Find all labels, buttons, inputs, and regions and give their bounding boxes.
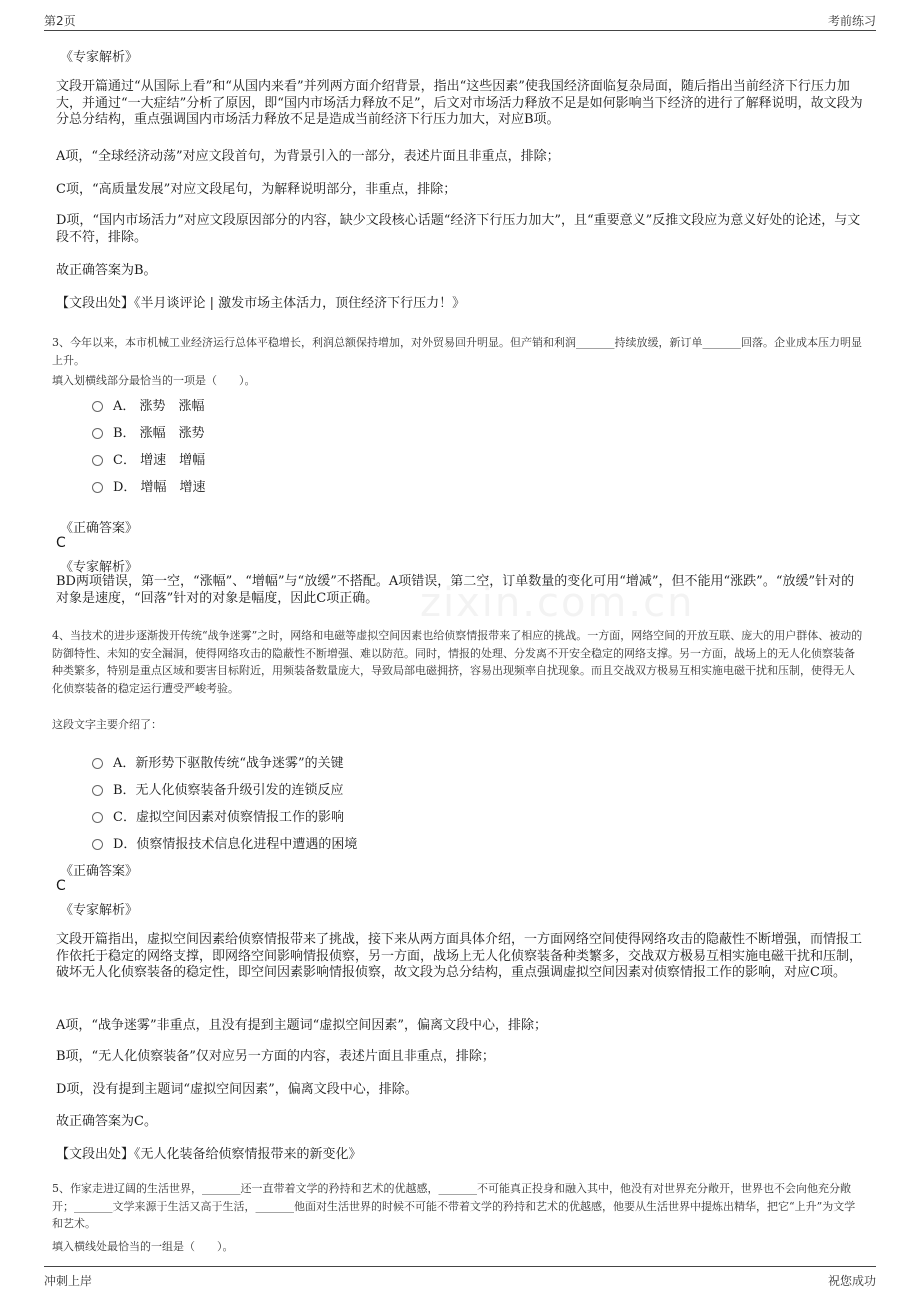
q4-source: 【文段出处】《无人化装备给侦察情报带来的新变化》 (56, 1147, 362, 1162)
option-label: A． 涨势 涨幅 (113, 399, 205, 414)
q4-analysis-title: 《专家解析》 (60, 903, 139, 918)
footer-left-text: 冲刺上岸 (44, 1274, 93, 1288)
q4-prompt: 这段文字主要介绍了： (52, 718, 162, 731)
radio-icon[interactable] (92, 455, 103, 466)
q2-analysis-title: 《专家解析》 (60, 50, 139, 65)
q4-option-c[interactable] (92, 806, 344, 824)
q2-analysis-option-a: A项，“全球经济动荡”对应文段首句，为背景引入的一部分，表述片面且非重点，排除； (56, 149, 560, 164)
q4-analysis-option-b: B项，“无人化侦察装备”仅对应另一方面的内容，表述片面且非重点，排除； (56, 1049, 495, 1064)
q4-answer: C (56, 878, 66, 894)
q4-analysis-option-d: D项，没有提到主题词“虚拟空间因素”，偏离文段中心，排除。 (56, 1082, 418, 1097)
watermark: zixin.com.cn (420, 580, 695, 626)
radio-icon[interactable] (92, 428, 103, 439)
q3-answer: C (56, 535, 66, 551)
option-label: D． 增幅 增速 (113, 480, 206, 495)
q4-conclusion: 故正确答案为C。 (56, 1114, 157, 1129)
q3-analysis-title: 《专家解析》 (60, 560, 139, 575)
q3-analysis: BD两项错误，第一空，“涨幅”、“增幅”与“放缓”不搭配。A项错误，第二空，订单数量的变化可用“增减”，但不能用“涨跌”。“放缓”针对的对象是速度，“回落”针对的对象是幅度，因此C项正确。 (56, 574, 855, 606)
option-label: D．侦察情报技术信息化进程中遭遇的困境 (113, 837, 358, 852)
radio-icon[interactable] (92, 758, 103, 769)
radio-icon[interactable] (92, 839, 103, 850)
page-header (44, 8, 876, 28)
header-divider (44, 30, 876, 31)
page-number: 第2页 (44, 14, 76, 28)
q4-analysis-option-a: A项，“战争迷雾”非重点，且没有提到主题词“虚拟空间因素”，偏离文段中心，排除； (56, 1018, 547, 1033)
radio-icon[interactable] (92, 401, 103, 412)
header-title: 考前练习 (827, 14, 876, 28)
footer-right-text: 祝您成功 (827, 1274, 876, 1288)
q2-conclusion: 故正确答案为B。 (56, 263, 157, 278)
q3-option-c[interactable] (92, 449, 205, 467)
q3-option-a[interactable] (92, 395, 205, 413)
q4-answer-title: 《正确答案》 (60, 864, 139, 879)
q4-option-b[interactable] (92, 779, 344, 797)
q5-stem: 5、作家走进辽阔的生活世界，_______还一直带着文学的矜持和艺术的优越感，_______不可能真正投身和融入其中，他没有对世界充分敞开，世界也不会向他充分敞开；_______文学来源于生活又高于生活，_______他面对生活世界的时候不可能不带着文学的矜持和艺术的优越感，他要从生活世界中提炼出精华，把它“上升”为文学和艺术。 (52, 1182, 856, 1230)
option-label: C． 增速 增幅 (113, 453, 206, 468)
q2-analysis-option-d: D项，“国内市场活力”对应文段原因部分的内容，缺少文段核心话题“经济下行压力加大”，且“重要意义”反推文段应为意义好处的论述，与文段不符，排除。 (56, 213, 861, 245)
q4-analysis-main: 文段开篇指出，虚拟空间因素给侦察情报带来了挑战，接下来从两方面具体介绍，一方面网络空间使得网络攻击的隐蔽性不断增强，而情报工作依托于稳定的网络支撑，即网络空间影响情报侦察，另一方面，战场上无人化侦察装备种类繁多，交战双方极易互相实施电磁干扰和压制，破坏无人化侦察装备的稳定性，即空间因素影响情报侦察，故文段为总分结构，重点强调虚拟空间因素对侦察情报工作的影响，对应C项。 (56, 932, 863, 980)
q2-source: 【文段出处】《半月谈评论 | 激发市场主体活力，顶住经济下行压力！》 (56, 296, 466, 311)
option-label: A．新形势下驱散传统“战争迷雾”的关键 (113, 756, 344, 771)
q3-option-d[interactable] (92, 476, 206, 494)
q3-answer-title: 《正确答案》 (60, 521, 139, 536)
q2-analysis-main: 文段开篇通过“从国际上看”和“从国内来看”并列两方面介绍背景，指出“这些因素”使我国经济面临复杂局面，随后指出当前经济下行压力加大，并通过“一大症结”分析了原因，即“国内市场活力释放不足”，后文对市场活力释放不足是如何影响当下经济的进行了解释说明，故文段为分总分结构，重点强调国内市场活力释放不足是造成当前经济下行压力加大，对应B项。 (56, 79, 863, 127)
q2-analysis-option-c: C项，“高质量发展”对应文段尾句，为解释说明部分，非重点，排除； (56, 182, 457, 197)
q3-option-b[interactable] (92, 422, 205, 440)
radio-icon[interactable] (92, 785, 103, 796)
footer-divider (44, 1266, 876, 1267)
radio-icon[interactable] (92, 482, 103, 493)
q3-prompt: 填入划横线部分最恰当的一项是（ ）。 (52, 374, 256, 387)
q3-stem: 3、今年以来，本市机械工业经济运行总体平稳增长，利润总额保持增加，对外贸易回升明显。但产销和利润_______持续放缓，新订单_______回落。企业成本压力明显上升。 (52, 336, 862, 367)
option-label: B． 涨幅 涨势 (113, 426, 205, 441)
option-label: B．无人化侦察装备升级引发的连锁反应 (113, 783, 344, 798)
q4-option-d[interactable] (92, 833, 357, 851)
q4-stem: 4、当技术的进步逐渐拨开传统“战争迷雾”之时，网络和电磁等虚拟空间因素也给侦察情报带来了相应的挑战。一方面，网络空间的开放互联、庞大的用户群体、被动的防御特性、未知的安全漏洞，使得网络攻击的隐蔽性不断增强、难以防范。同时，情报的处理、分发离不开安全稳定的网络支撑。另一方面，战场上的无人化侦察装备种类繁多，特别是重点区域和要害目标附近，用频装备数量庞大，导致局部电磁拥挤，容易出现频率自扰现象。而且交战双方极易互相实施电磁干扰和压制，使得无人化侦察装备的稳定运行遭受严峻考验。 (52, 629, 863, 695)
option-label: C．虚拟空间因素对侦察情报工作的影响 (113, 810, 344, 825)
q4-option-a[interactable] (92, 752, 344, 770)
radio-icon[interactable] (92, 812, 103, 823)
q5-prompt: 填入横线处最恰当的一组是（ ）。 (52, 1240, 234, 1253)
